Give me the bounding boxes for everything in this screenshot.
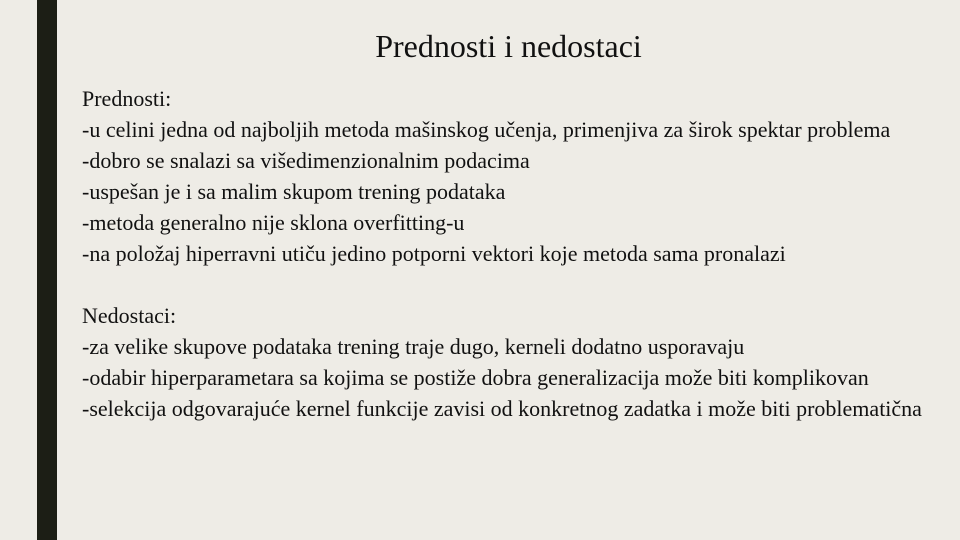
advantage-item: -dobro se snalazi sa višedimenzionalnim podacima — [82, 148, 530, 173]
disadvantage-item: -odabir hiperparametara sa kojima se postiže dobra generalizacija može biti komplikovan — [82, 365, 869, 390]
section-spacer — [82, 269, 930, 300]
disadvantages-section — [82, 300, 930, 424]
disadvantage-item: -za velike skupove podataka trening traje dugo, kerneli dodatno usporavaju — [82, 334, 745, 359]
advantage-item: -uspešan je i sa malim skupom trening podataka — [82, 179, 506, 204]
slide-title: Prednosti i nedostaci — [375, 28, 642, 64]
left-accent-bar — [37, 0, 57, 540]
advantages-section — [82, 83, 930, 269]
disadvantages-heading: Nedostaci: — [82, 303, 177, 328]
advantage-item: -u celini jedna od najboljih metoda mašinskog učenja, primenjiva za širok spektar problema — [82, 117, 891, 142]
disadvantage-item: -selekcija odgovarajuće kernel funkcije zavisi od konkretnog zadatka i može biti problematična — [82, 396, 922, 421]
advantages-heading: Prednosti: — [82, 86, 172, 111]
advantage-item: -metoda generalno nije sklona overfitting-u — [82, 210, 465, 235]
slide-body — [82, 83, 930, 424]
advantage-item: -na položaj hiperravni utiču jedino potporni vektori koje metoda sama pronalazi — [82, 241, 786, 266]
